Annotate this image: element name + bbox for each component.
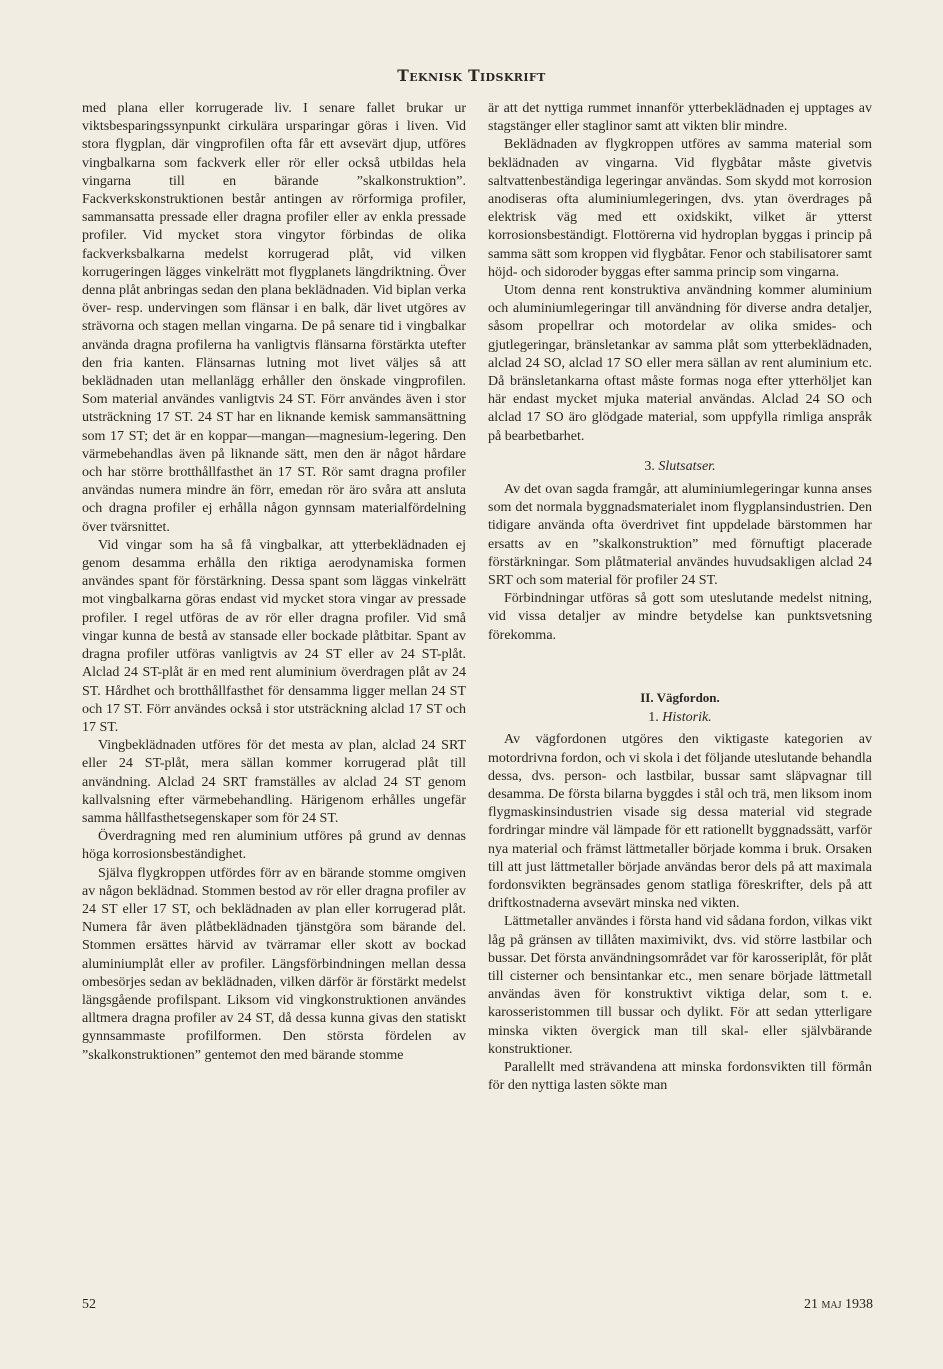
- journal-masthead: Teknisk Tidskrift: [397, 66, 546, 85]
- paragraph: Lättmetaller användes i första hand vid sådana fordon, vilkas vikt låg på gränsen av tillåten maximivikt, dvs. vid större lastbilar och bussar. Det första användningsområdet var för karosseriplåt, för plåt till cisterner och bensintankar etc., men senare började lättmetall användas även för konstruktivt viktiga delar, som t. e. karosseristommen till bussar och dylikt. För att sedan ytterligare minska vikten övergick man till skal- eller självbärande konstruktioner.: [488, 914, 872, 1057]
- paragraph: Av det ovan sagda framgår, att aluminiumlegeringar kunna anses som det normala byggnadsmaterialet inom flygplansindustrien. Den tidigare använda ofta överdrivet fint uppdelade bärstommen har ersatts av en ”skalkonstruktion” med förnuftigt placerade förstärkningar. Som plåtmaterial användes huvudsakligen alclad 24 SRT och som material för profiler 24 ST.: [488, 482, 872, 589]
- paragraph: Överdragning med ren aluminium utföres på grund av dennas höga korrosionsbeständighet.: [82, 829, 466, 863]
- subsection-heading-historik: [488, 709, 872, 727]
- paragraph: Vingbeklädnaden utföres för det mesta av plan, alclad 24 SRT eller 24 ST-plåt, mera sällan kommer korrugerad plåt till användning. Alclad 24 SRT framställes av alclad 24 ST genom kallvalsning efter värmebehandling. Härigenom erhålles ungefär samma hållfasthetsegenskaper som för 24 ST.: [82, 738, 466, 826]
- subsection-number: 3.: [644, 458, 655, 474]
- paragraph: är att det nyttiga rummet innanför ytterbeklädnaden ej upptages av stagstänger eller staglinor samt att vikten blir mindre.: [488, 101, 872, 135]
- paragraph: med plana eller korrugerade liv. I senare fallet brukar ur viktsbesparingssynpunkt cirkulära ursparingar göras i liven. Vid stora flygplan, där vingprofilen ofta får ett avsevärt djup, utföres vingbalkarna som fackverk eller rör eller också utbildas hela vingarna till en bärande ”skalkonstruktion”. Fackverkskonstruktionen består antingen av rörformiga profiler, sammansatta pressade eller dragna profiler eller av enkla pressade profiler. Vid mycket stora vingytor förbindas de olika fackverksbalkarna medelst korrugerad plåt, vid vilken korrugeringen lägges vinkelrätt mot flygplanets längdriktning. Över denna plåt anbringas sedan den plana beklädnaden. Vid biplan verka över- resp. undervingen som flänsar i en balk, där livet utgöres av strävorna och stagen mellan vingarna. De på senare tid i vingbalkar använda dragna profilerna ha vanligtvis flänsarna förstärkta utefter den fria kanten. Flänsarnas lutning mot livet väljes så att beklädnaden utan mellanlägg erhåller den önskade vingprofilen. Som material användes vanligtvis 24 ST. Förr användes även i stor utsträckning 17 ST. 24 ST har en liknande kemisk sammansättning som 17 ST; det är en koppar—mangan—magnesium-legering. Den värmebehandlas även på liknande sätt, men den är något hårdare och har större brotthållfasthet än 17 ST. Rör samt dragna profiler användas numera mindre än förr, emedan rör äro svåra att ansluta och dragna profiler ej erhålla någon gynnsam materialfördelning över tvärsnittet.: [82, 101, 466, 535]
- paragraph: Beklädnaden av flygkroppen utföres av samma material som beklädnaden av vingarna. Vid flygbåtar måste givetvis saltvattenbeständiga legeringar användas. Som skydd mot korrosion anodiseras ofta aluminiumlegeringen, dvs. ytan överdrages på elektrisk väg med ett oxidskikt, vilket är ytterst korrosionsbeständigt. Flottörerna vid hydroplan byggas i princip på samma sätt som kroppen vid flygbåtar. Fenor och stabilisatorer samt höjd- och sidoroder byggas efter samma princip som vingarna.: [488, 137, 872, 280]
- paragraph: Parallellt med strävandena att minska fordonsvikten till förmån för den nyttiga lasten sökte man: [488, 1059, 872, 1094]
- subsection-title: Slutsatser.: [658, 458, 716, 474]
- section-heading-vagfordon: II. Vägfordon.: [640, 689, 720, 705]
- subsection-heading-slutsatser: [488, 458, 872, 476]
- subsection-title: Historik.: [662, 710, 712, 726]
- paragraph: Av vägfordonen utgöres den viktigaste kategorien av motordrivna fordon, och vi skola i det följande uteslutande behandla dessa, dvs. person- och lastbilar, bussar samt släpvagnar till desamma. De första bilarna byggdes i stål och trä, men liksom inom flygmaskinsindustrien visade sig dessa material vid stegrade fordringar mindre väl lämpade för ett rationellt byggnadssätt, varför nya material och främst lättmetaller började komma i bruk. Orsaken till att just lättmetaller började användas beror dels på att maximala fordonsvikten begränsades genom statliga föreskrifter, dels på att driftkostnaderna avsevärt minska ned vikten.: [488, 732, 872, 912]
- left-column: [82, 100, 466, 1065]
- page-number: 52: [82, 1297, 96, 1312]
- paragraph: Förbindningar utföras så gott som uteslutande medelst nitning, vid vissa detaljer av mindre betydelse kan punktsvetsning förekomma.: [488, 591, 872, 643]
- subsection-number: 1.: [648, 710, 659, 726]
- paragraph: Vid vingar som ha så få vingbalkar, att ytterbeklädnaden ej genom desamma erhålla den riktiga aerodynamiska formen användes spant för förstärkning. Dessa spant som läggas vinkelrätt mot vingbalkarna göras endast vid mycket stora vingar av pressade profiler. I regel utföras de av rör eller dragna profiler. Vid små vingar kunna de bestå av stansade eller bockade plåtbitar. Spant av dragna profiler utföras vanligtvis av 24 ST eller av 24 ST-plåt. Alclad 24 ST-plåt är en med rent aluminium överdragen plåt av 24 ST. Hårdhet och brotthållfasthet för densamma ligger mellan 24 ST och 17 ST. Förr användes också i stor utsträckning alclad 17 ST och 17 ST.: [82, 537, 466, 735]
- issue-date: 21 maj 1938: [803, 1297, 873, 1312]
- paragraph: Själva flygkroppen utfördes förr av en bärande stomme omgiven av någon beklädnad. Stommen bestod av rör eller dragna profiler av 24 ST eller 17 ST, och beklädnaden av plan eller korrugerad plåt. Numera får även plåtbeklädnaden tjänstgöra som bärande del. Stommen ersättes härvid av tvärramar eller skott av bockad aluminiumplåt eller av profiler. Längsförbindningen mellan dessa ombesörjes sedan av beklädnaden, vilken därför är förstärkt medelst längsgående profilspant. Liksom vid vingkonstruktionen användes alltmera dragna profiler av 24 ST, då dessa kunna givas den statiskt gynnsammaste profilformen. Den största fördelen av ”skalkonstruktionen” gentemot den med bärande stomme: [82, 865, 466, 1063]
- right-column: [488, 100, 872, 1095]
- paragraph: Utom denna rent konstruktiva användning kommer aluminium och aluminiumlegeringar till användning för diverse andra detaljer, såsom propellrar och motordelar av olika smides- och gjutlegeringar, bränsletankar av samma plåt som ytterbeklädnaden, alclad 24 SO, alclad 17 SO eller mera sällan av rent aluminium etc. Då bränsletankarna oftast måste formas noga efter ytterhöljet kan här endast mycket mjuka material användas. Alclad 24 SO och alclad 17 SO äro glödgade material, som uppfylla rimliga anspråk på bearbetbarhet.: [488, 283, 872, 444]
